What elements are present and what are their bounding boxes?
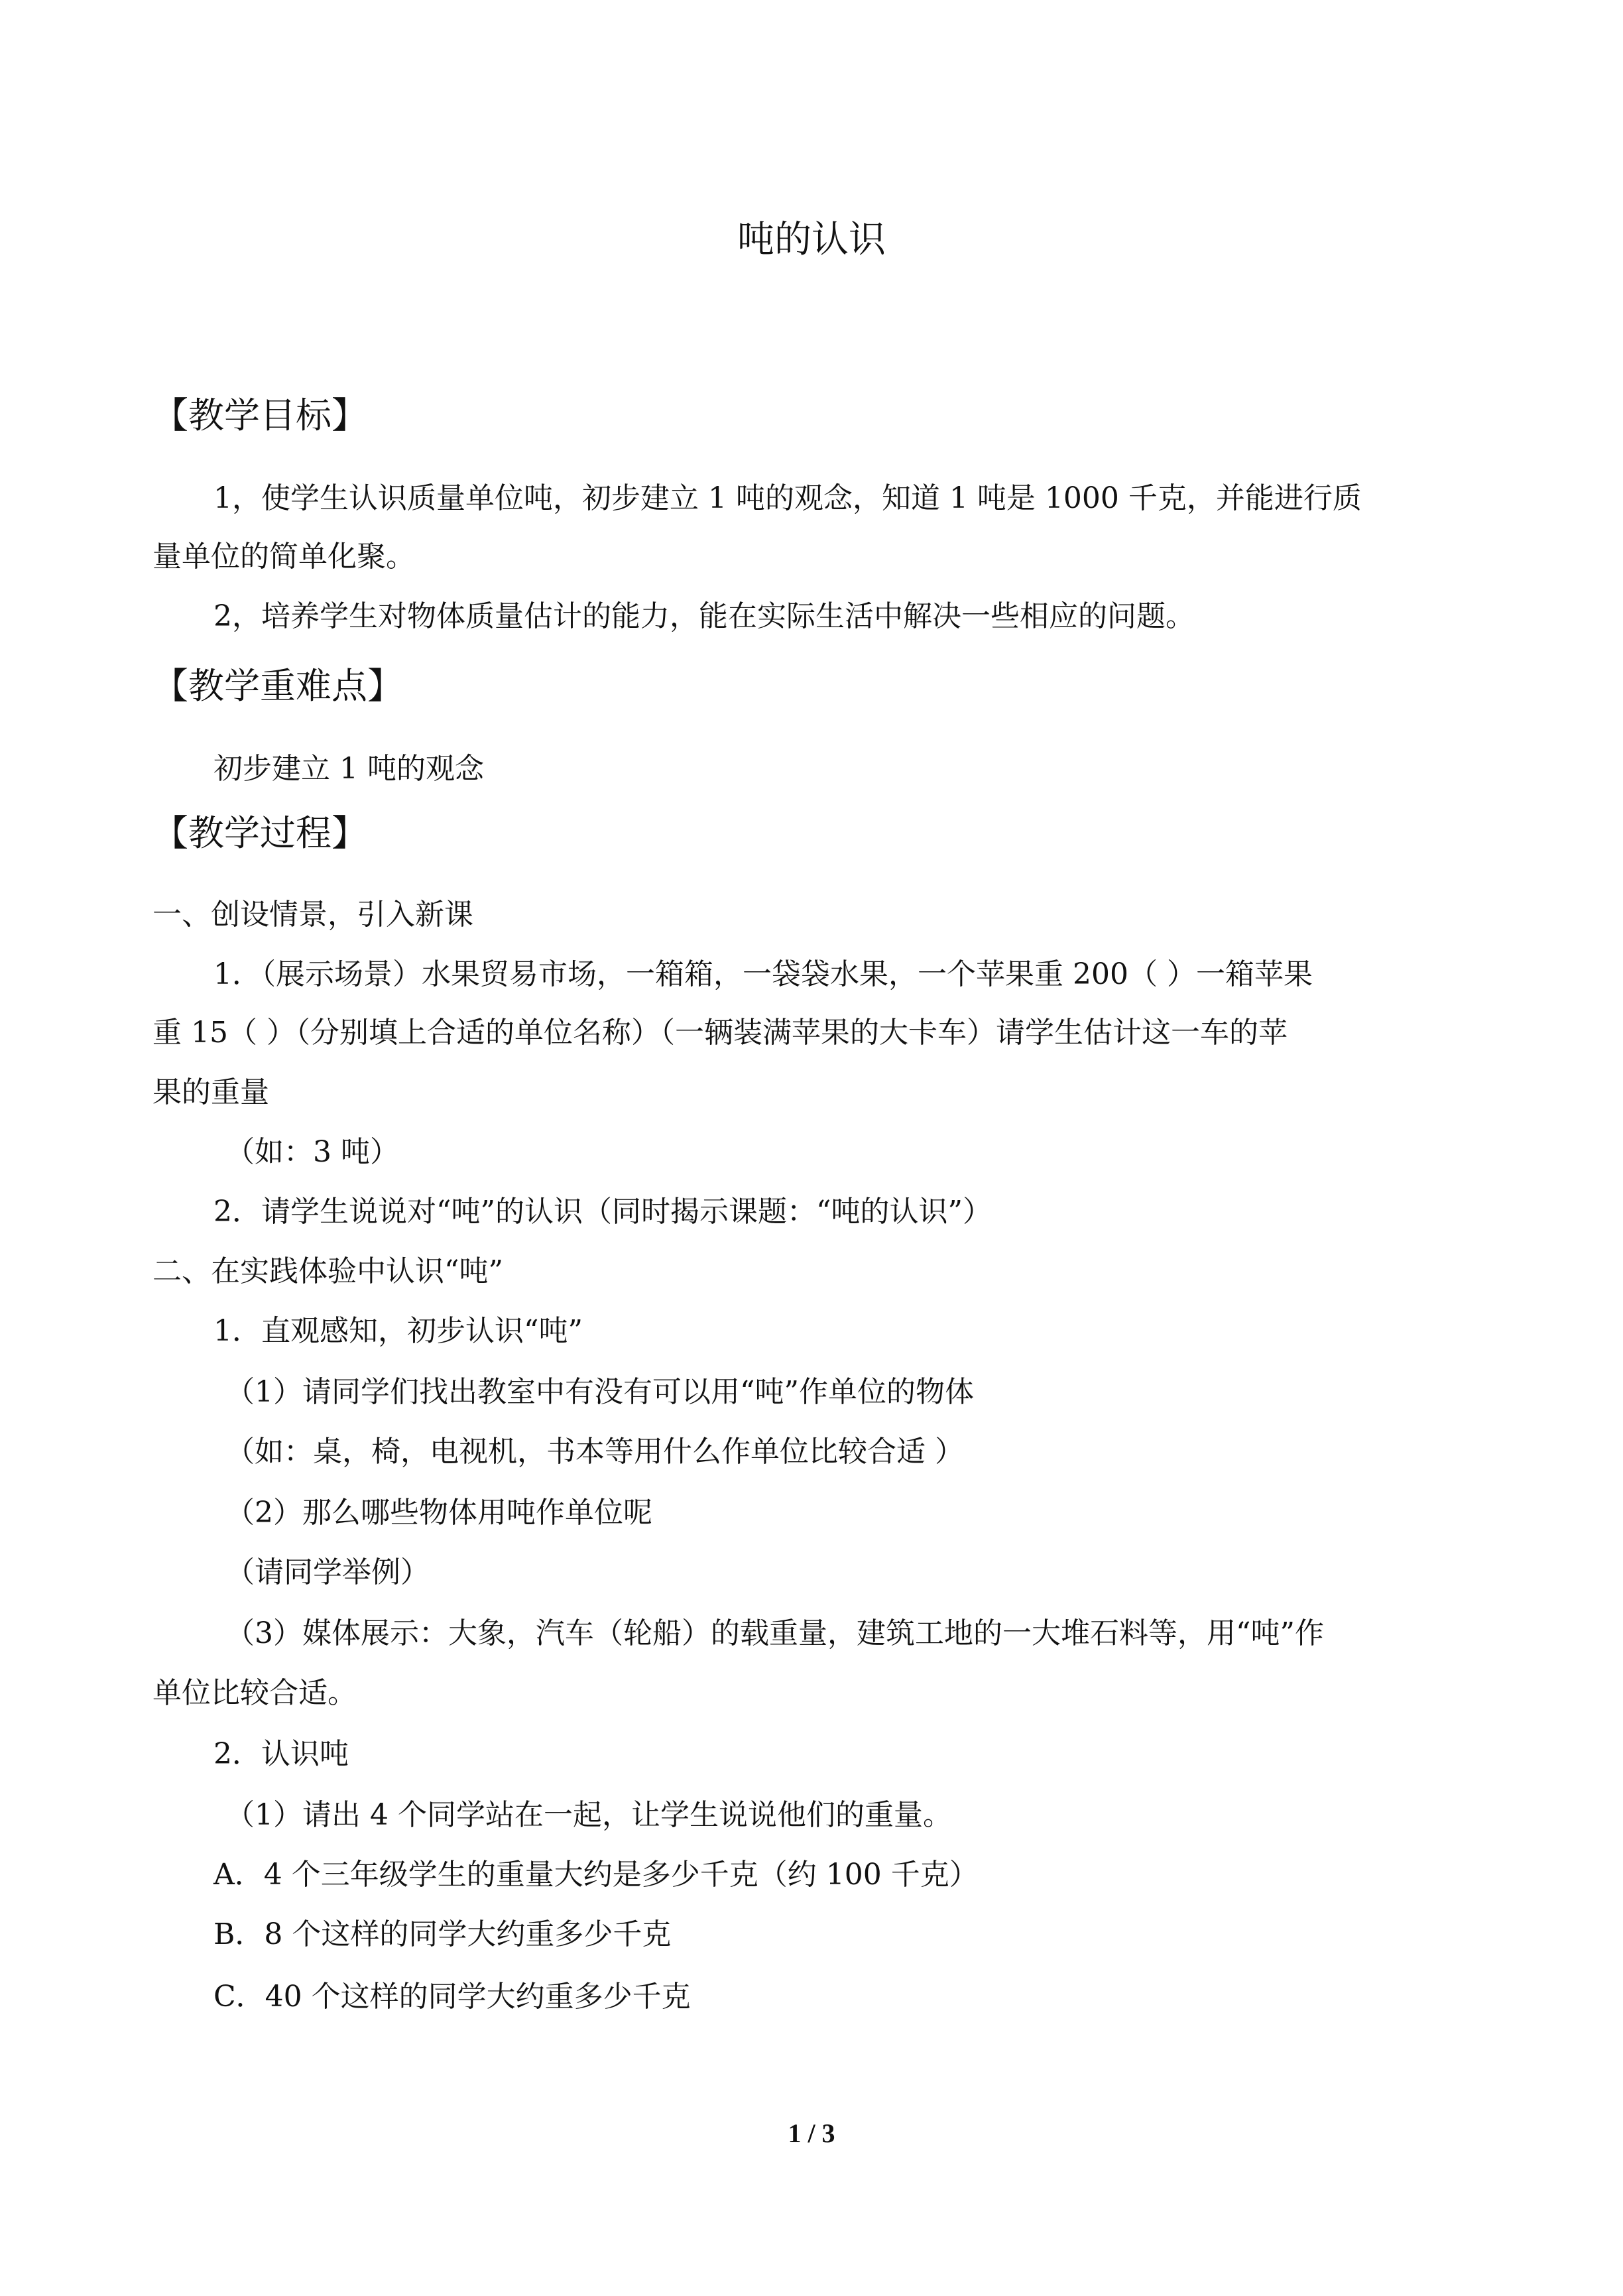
part-2-item-1-sub-1: （1）请同学们找出教室中有没有可以用“吨”作单位的物体: [225, 1375, 974, 1409]
part-2-item-2-option-c: C．40 个这样的同学大约重多少千克: [213, 1980, 691, 2014]
goal-1-line-a: 1，使学生认识质量单位吨，初步建立 1 吨的观念，知道 1 吨是 1000 千克，并能进行质: [213, 481, 1362, 515]
part-2-item-2-option-a: A．4 个三年级学生的重量大约是多少千克（约 100 千克）: [213, 1858, 979, 1892]
part-2-item-2: 2．认识吨: [213, 1737, 349, 1771]
part-2-item-1-sub-3-line-b: 单位比较合适。: [152, 1676, 357, 1710]
part-2-item-1-sub-2: （2）那么哪些物体用吨作单位呢: [225, 1496, 652, 1530]
section-heading-goals: 【教学目标】: [152, 394, 367, 436]
part-2-item-1: 1．直观感知，初步认识“吨”: [213, 1314, 583, 1348]
goal-2: 2，培养学生对物体质量估计的能力，能在实际生活中解决一些相应的问题。: [213, 599, 1195, 633]
goal-1-line-b: 量单位的简单化聚。: [152, 540, 415, 574]
section-heading-process: 【教学过程】: [152, 812, 367, 854]
part-2-item-1-sub-1-example: （如：桌，椅，电视机，书本等用什么作单位比较合适 ）: [225, 1435, 964, 1469]
part-2-item-2-sub-1: （1）请出 4 个同学站在一起，让学生说说他们的重量。: [225, 1798, 952, 1832]
part-2-item-1-sub-3-line-a: （3）媒体展示：大象，汽车（轮船）的载重量，建筑工地的一大堆石料等，用“吨”作: [225, 1616, 1324, 1650]
part-1-item-1-example: （如：3 吨）: [225, 1135, 399, 1169]
section-heading-key-points: 【教学重难点】: [152, 665, 403, 707]
part-1-item-1-line-a: 1．（展示场景）水果贸易市场，一箱箱，一袋袋水果，一个苹果重 200（ ）一箱苹果: [213, 957, 1313, 991]
page-number: 1 / 3: [788, 2118, 835, 2148]
part-2-title: 二、在实践体验中认识“吨”: [152, 1254, 503, 1288]
key-point: 初步建立 1 吨的观念: [213, 752, 484, 786]
part-1-item-1-line-c: 果的重量: [152, 1075, 269, 1109]
part-1-title: 一、创设情景，引入新课: [152, 898, 473, 932]
part-2-item-2-option-b: B．8 个这样的同学大约重多少千克: [213, 1917, 672, 1951]
part-1-item-2: 2．请学生说说对“吨”的认识（同时揭示课题：“吨的认识”）: [213, 1195, 992, 1229]
part-1-item-1-line-b: 重 15（ ）（分别填上合适的单位名称）（一辆装满苹果的大卡车）请学生估计这一车的苹: [152, 1016, 1288, 1050]
document-title: 吨的认识: [737, 218, 886, 261]
part-2-item-1-sub-2-note: （请同学举例）: [225, 1555, 430, 1589]
